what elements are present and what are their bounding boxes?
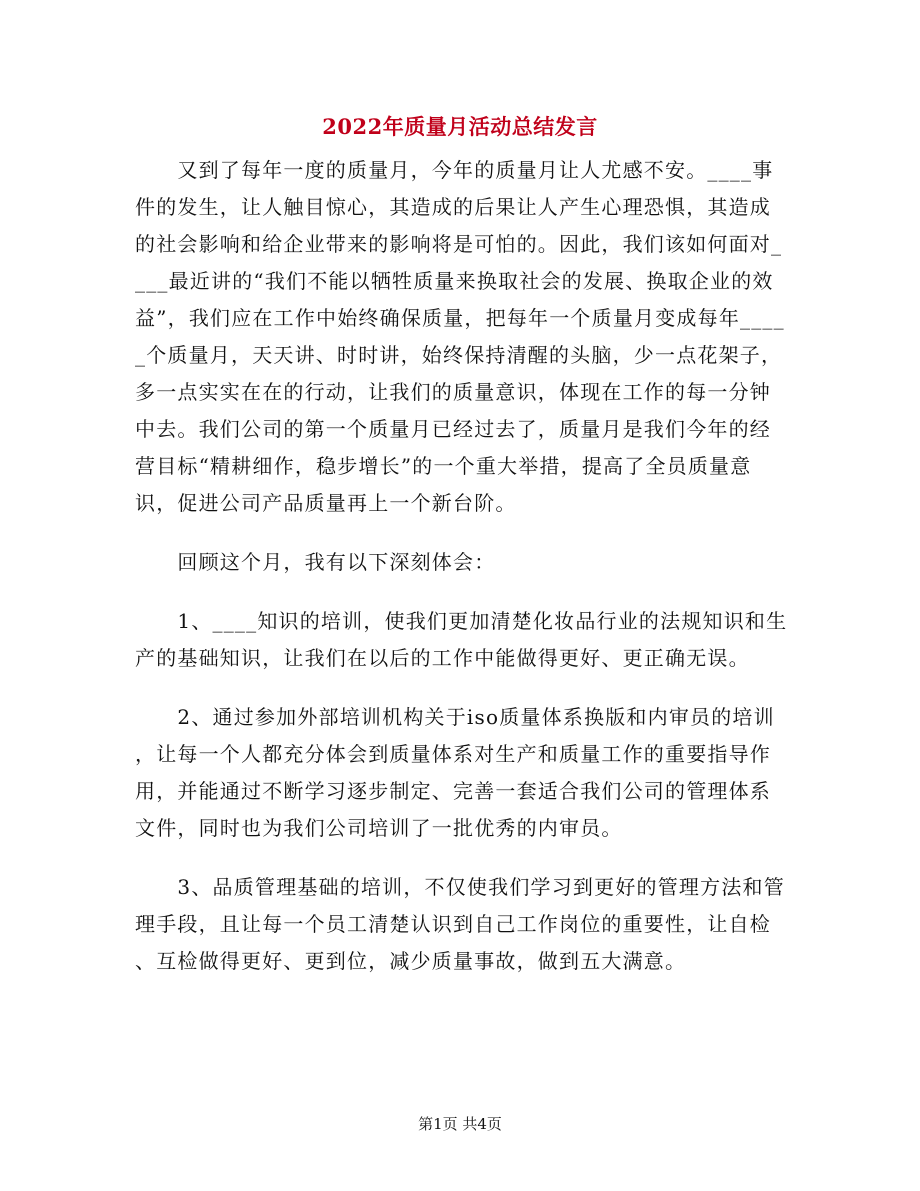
text-line: 中去。我们公司的第一个质量月已经过去了，质量月是我们今年的经 [135,417,771,441]
text-line: 产的基础知识，让我们在以后的工作中能做得更好、更正确无误。 [135,646,750,670]
text-line: 又到了每年一度的质量月，今年的质量月让人尤感不安。____事 [135,158,774,182]
text-line: 识，促进公司产品质量再上一个新台阶。 [135,491,517,515]
text-line: 益”，我们应在工作中始终确保质量，把每年一个质量月变成每年____ [135,306,785,330]
text-line: 2、通过参加外部培训机构关于iso质量体系换版和内审员的培训 [135,705,775,729]
text-line: 用，并能通过不断学习逐步制定、完善一套适合我们公司的管理体系 [135,779,771,803]
page-number: 第1页 共4页 [418,1115,502,1133]
text-line: 件的发生，让人触目惊心，其造成的后果让人产生心理恐惧，其造成 [135,195,771,219]
text-line: 文件，同时也为我们公司培训了一批优秀的内审员。 [135,816,623,840]
text-line: 1、____知识的培训，使我们更加清楚化妆品行业的法规知识和生 [135,609,788,633]
text-line: 理手段，且让每一个员工清楚认识到自己工作岗位的重要性，让自检 [135,912,771,936]
text-line: _个质量月，天天讲、时时讲，始终保持清醒的头脑，少一点花架子， [135,343,783,367]
text-line: ，让每一个人都充分体会到质量体系对生产和质量工作的重要指导作 [135,742,771,766]
document-title: 2022年质量月活动总结发言 [322,114,598,139]
text-line: 、互检做得更好、更到位，减少质量事故，做到五大满意。 [135,949,687,973]
text-line: 营目标“精耕细作，稳步增长”的一个重大举措，提高了全员质量意 [135,454,752,478]
text-line: 回顾这个月，我有以下深刻体会： [135,550,496,574]
text-line: 3、品质管理基础的培训，不仅使我们学习到更好的管理方法和管 [135,875,785,899]
text-line: 的社会影响和给企业带来的影响将是可怕的。因此，我们该如何面对_ [135,232,783,256]
text-line: ___最近讲的“我们不能以牺牲质量来换取社会的发展、换取企业的效 [135,269,774,293]
text-line: 多一点实实在在的行动，让我们的质量意识，体现在工作的每一分钟 [135,380,771,404]
